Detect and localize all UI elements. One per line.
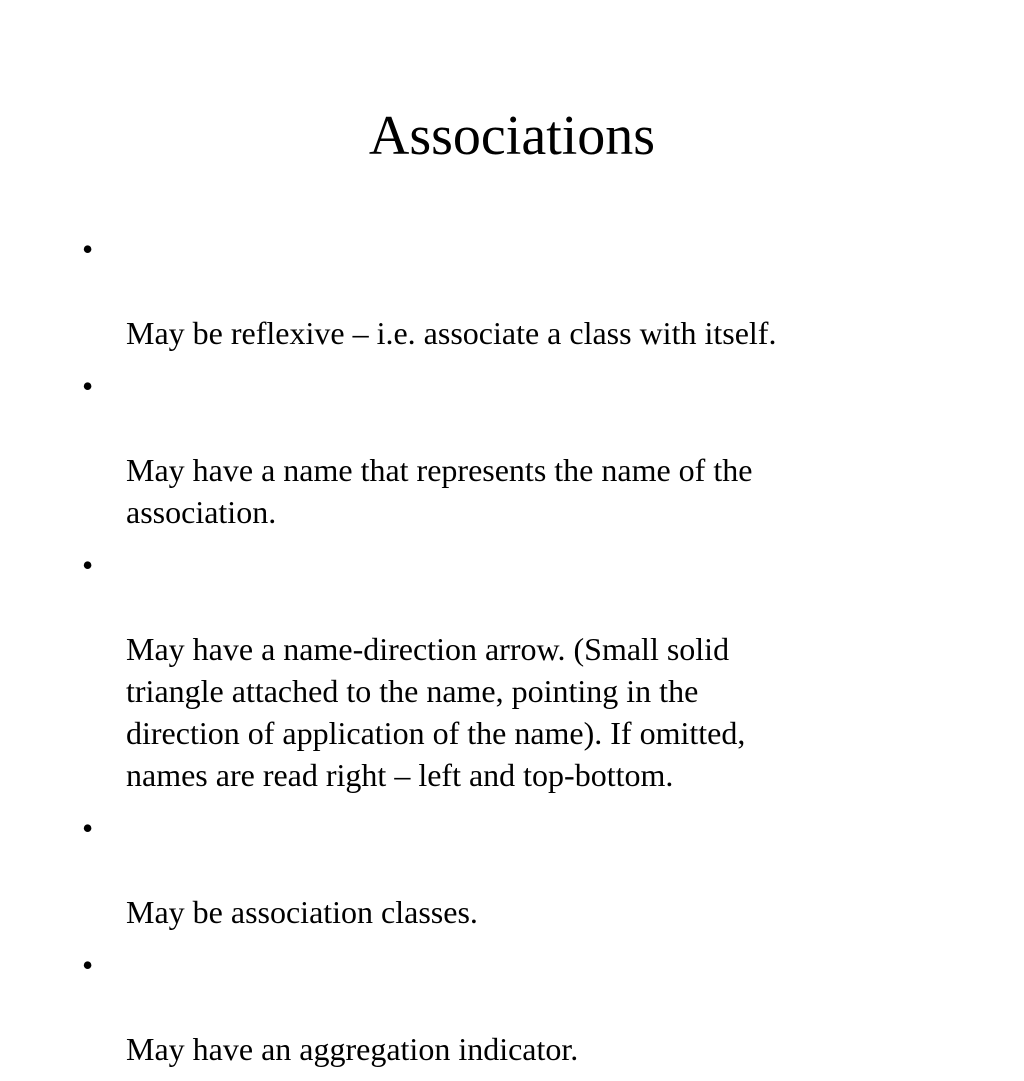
bullet-item xyxy=(82,544,942,796)
bullet-text: May be reflexive – i.e. associate a class with itself. xyxy=(126,315,777,351)
bullet-item xyxy=(82,807,942,933)
bullet-item xyxy=(82,944,942,1070)
bullet-item xyxy=(82,365,942,533)
bullet-item xyxy=(82,228,942,354)
bullet-text: May have an aggregation indicator. xyxy=(126,1031,579,1067)
bullet-text: May have a name that represents the name of the association. xyxy=(126,452,753,530)
bullet-icon: • xyxy=(82,231,94,267)
slide-title: Associations xyxy=(368,105,656,167)
bullet-icon: • xyxy=(82,810,94,846)
bullet-icon: • xyxy=(82,547,94,583)
bullet-list xyxy=(82,228,942,1081)
bullet-text: May have a name-direction arrow. (Small solid triangle attached to the name, pointing in the direction of application of the name). If omitted, names are read right – left and top-bottom. xyxy=(126,631,746,793)
bullet-text: May be association classes. xyxy=(126,894,478,930)
bullet-icon: • xyxy=(82,368,94,404)
bullet-icon: • xyxy=(82,947,94,983)
